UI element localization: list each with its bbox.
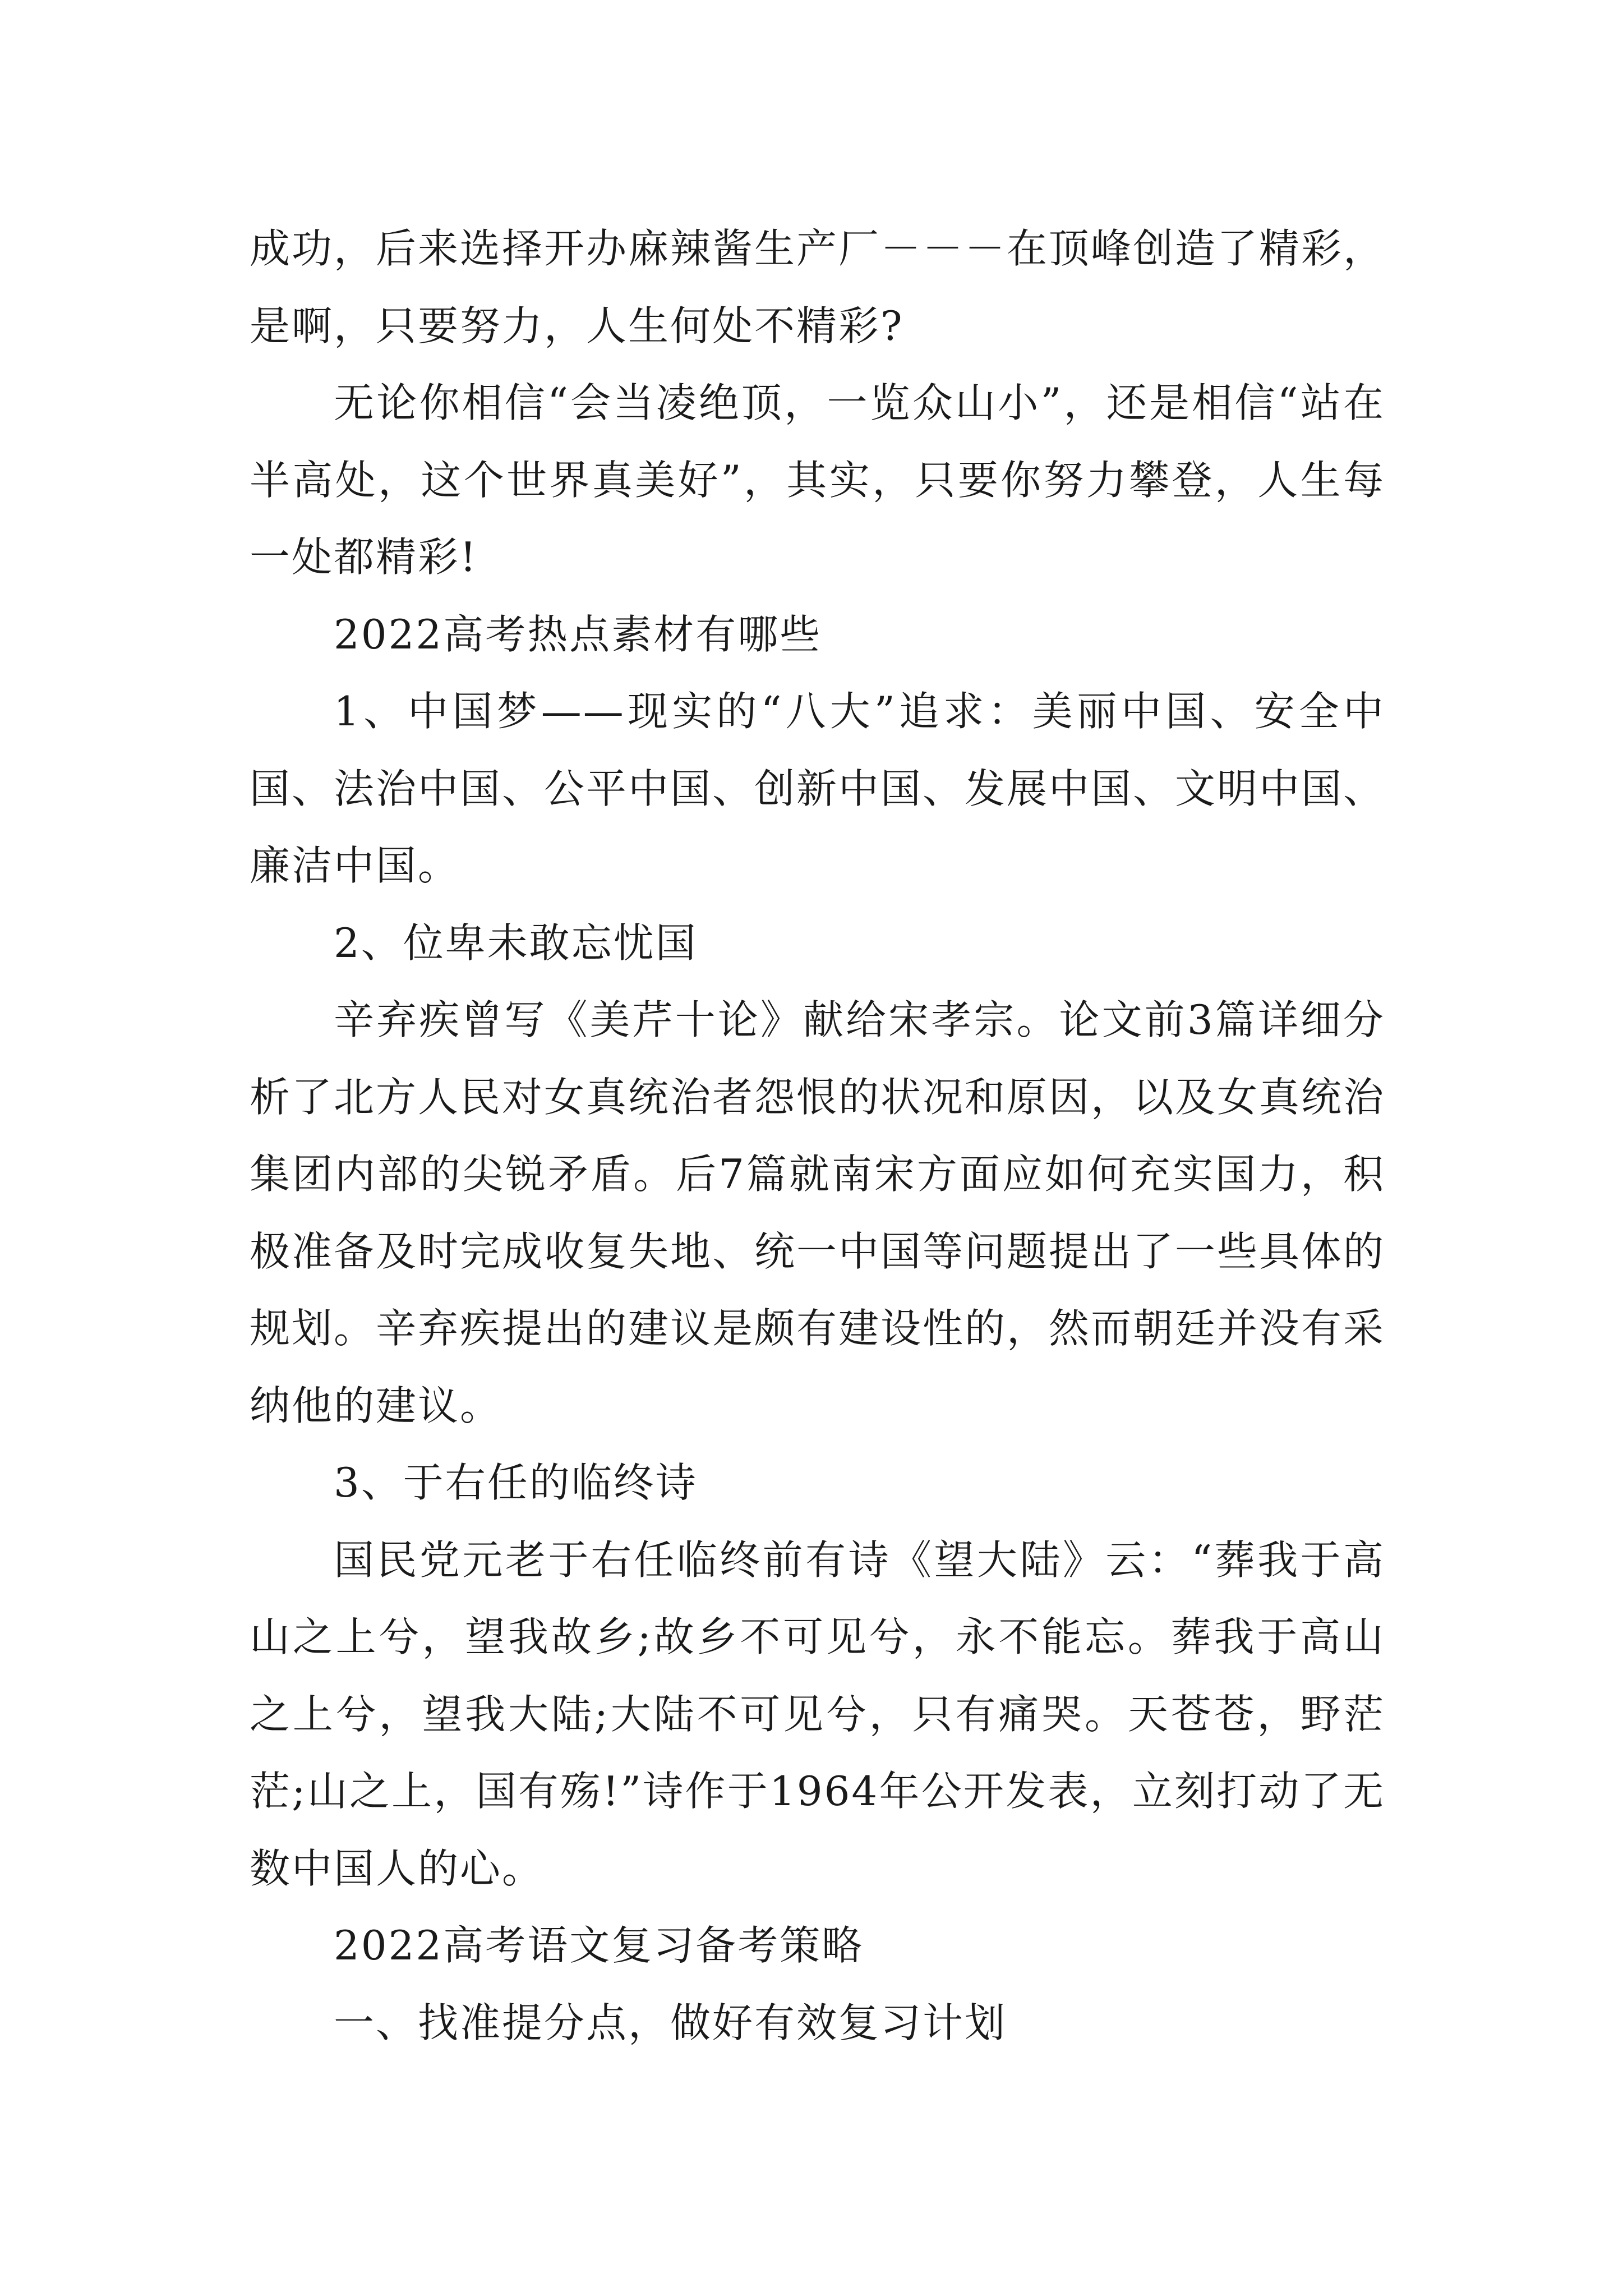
paragraph-yu-youren-poem: 国民党元老于右任临终前有诗《望大陆》云：“葬我于高山之上兮，望我故乡;故乡不可见兮，永不能忘。葬我于高山之上兮，望我大陆;大陆不可见兮，只有痛哭。天苍苍，野茫茫;山之上，国有殇!”诗作于1964年公开发表，立刻打动了无数中国人的心。	[250, 1536, 1385, 1892]
item-chinese-dream: 1、中国梦——现实的“八大”追求：美丽中国、安全中国、法治中国、公平中国、创新中国、发展中国、文明中国、廉洁中国。	[250, 688, 1386, 889]
paragraph-summit-quote: 无论你相信“会当凌绝顶，一览众山小”，还是相信“站在半高处，这个世界真美好”，其实，只要你努力攀登，人生每一处都精彩!	[250, 379, 1385, 581]
document-body	[250, 210, 1385, 2062]
heading-review-strategy: 2022高考语文复习备考策略	[334, 1922, 864, 1969]
item-strategy-1: 一、找准提分点，做好有效复习计划	[334, 1999, 1007, 2046]
heading-hot-topics: 2022高考热点素材有哪些	[334, 610, 822, 658]
item-heading-3: 3、于右任的临终诗	[334, 1459, 698, 1506]
paragraph-xin-qiji: 辛弃疾曾写《美芹十论》献给宋孝宗。论文前3篇详细分析了北方人民对女真统治者怨恨的状况和原因，以及女真统治集团内部的尖锐矛盾。后7篇就南宋方面应如何充实国力，积极准备及时完成收复失地、统一中国等问题提出了一些具体的规划。辛弃疾提出的建议是颇有建设性的，然而朝廷并没有采纳他的建议。	[250, 996, 1386, 1429]
paragraph-continuation: 成功，后来选择开办麻辣酱生产厂－－－在顶峰创造了精彩，是啊，只要努力，人生何处不精彩?	[250, 225, 1386, 349]
item-heading-2: 2、位卑未敢忘忧国	[334, 919, 698, 967]
